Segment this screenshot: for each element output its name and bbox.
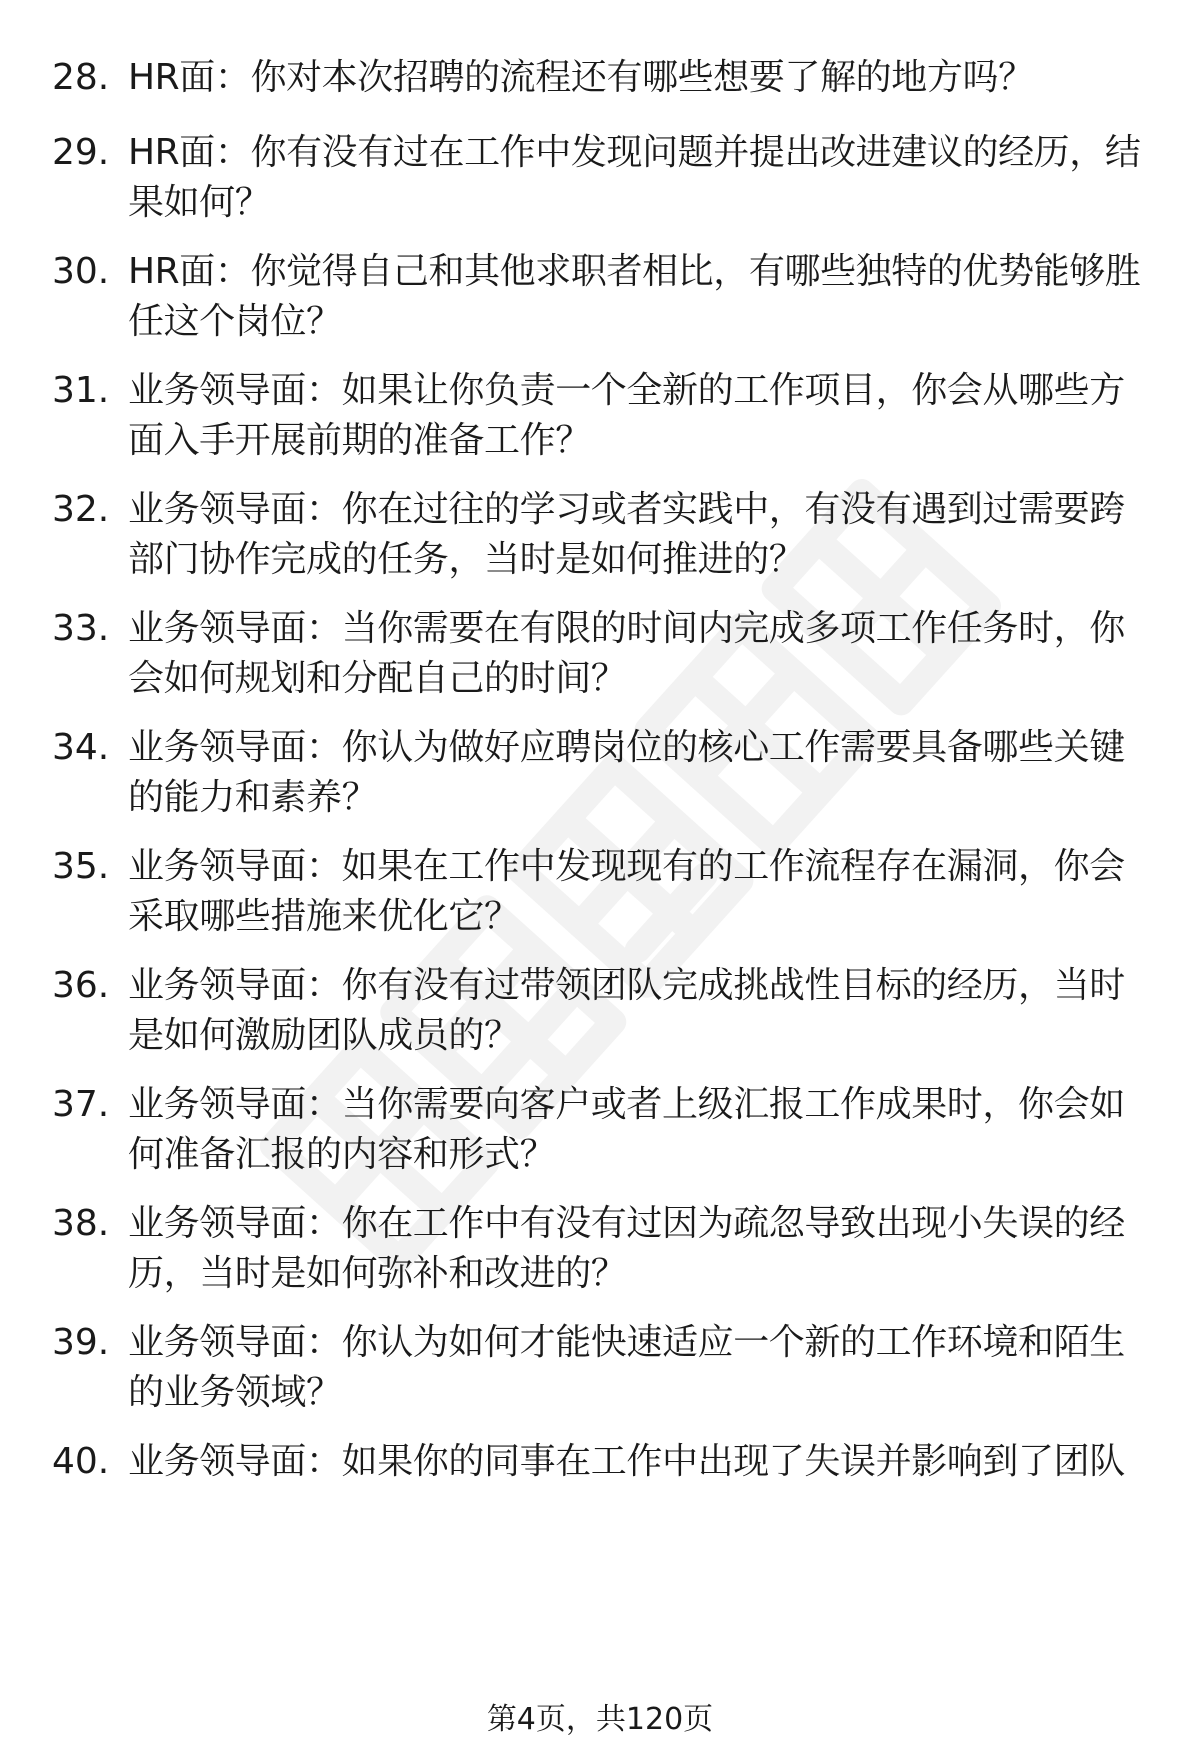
question-number: 37. [52,1084,110,1125]
question-number: 29. [52,132,110,173]
question-text: 业务领导面：如果你的同事在工作中出现了失误并影响到了团队 [128,1441,1125,1482]
question-number: 36. [52,965,110,1006]
question-number: 33. [52,608,110,649]
question-text: HR面：你有没有过在工作中发现问题并提出改进建议的经历，结果如何？ [128,132,1141,223]
question-number: 32. [52,489,110,530]
page-footer: 第4页，共120页 [486,1702,714,1737]
question-text: 业务领导面：如果让你负责一个全新的工作项目，你会从哪些方面入手开展前期的准备工作？ [128,370,1125,461]
question-number: 39. [52,1322,110,1363]
question-number: 28. [52,57,110,98]
question-number: 38. [52,1203,110,1244]
question-number: 34. [52,727,110,768]
question-number: 30. [52,251,110,292]
question-text: 业务领导面：当你需要在有限的时间内完成多项工作任务时，你会如何规划和分配自己的时间？ [128,608,1125,699]
question-text: 业务领导面：你在工作中有没有过因为疏忽导致出现小失误的经历，当时是如何弥补和改进的？ [128,1203,1125,1294]
question-number: 40. [52,1441,110,1482]
question-text: 业务领导面：当你需要向客户或者上级汇报工作成果时，你会如何准备汇报的内容和形式？ [128,1084,1125,1175]
question-text: 业务领导面：你在过往的学习或者实践中，有没有遇到过需要跨部门协作完成的任务，当时是如何推进的？ [128,489,1125,580]
question-text: 业务领导面：你认为如何才能快速适应一个新的工作环境和陌生的业务领域？ [128,1322,1125,1413]
question-text: 业务领导面：如果在工作中发现现有的工作流程存在漏洞，你会采取哪些措施来优化它？ [128,846,1125,937]
question-text: 业务领导面：你有没有过带领团队完成挑战性目标的经历，当时是如何激励团队成员的？ [128,965,1125,1056]
question-text: 业务领导面：你认为做好应聘岗位的核心工作需要具备哪些关键的能力和素养？ [128,727,1125,818]
question-text: HR面：你觉得自己和其他求职者相比，有哪些独特的优势能够胜任这个岗位？ [128,251,1141,342]
question-text: HR面：你对本次招聘的流程还有哪些想要了解的地方吗？ [128,57,1034,98]
question-number: 31. [52,370,110,411]
question-number: 35. [52,846,110,887]
